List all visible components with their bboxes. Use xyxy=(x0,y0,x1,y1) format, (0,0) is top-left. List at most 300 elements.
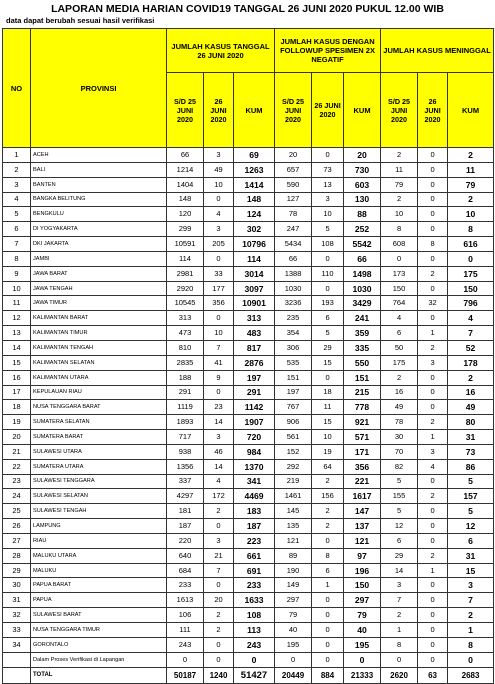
total-negatif-sd25: 20449 xyxy=(275,667,312,683)
provinsi-cell: SUMATERA BARAT xyxy=(31,430,167,445)
meninggal-kum-cell: 2 xyxy=(448,608,494,623)
negatif-26-cell: 0 xyxy=(312,593,344,608)
provinsi-cell: KALIMANTAN BARAT xyxy=(31,311,167,326)
meninggal-kum-cell: 7 xyxy=(448,326,494,341)
negatif-sd25-cell: 135 xyxy=(275,519,312,534)
kasus-sd25-cell: 1356 xyxy=(167,459,204,474)
meninggal-kum-cell: 8 xyxy=(448,637,494,652)
negatif-sd25-cell: 145 xyxy=(275,504,312,519)
negatif-26-cell: 64 xyxy=(312,459,344,474)
total-kasus-sd25: 50187 xyxy=(167,667,204,683)
kasus-kum-cell: 313 xyxy=(234,311,275,326)
kasus-26-cell: 14 xyxy=(204,459,234,474)
meninggal-kum-cell: 616 xyxy=(448,237,494,252)
kasus-26-cell: 205 xyxy=(204,237,234,252)
table-row xyxy=(3,637,494,652)
negatif-26-cell: 0 xyxy=(312,533,344,548)
header-meninggal-sd25: S/D 25 JUNI 2020 xyxy=(381,73,418,148)
kasus-sd25-cell: 473 xyxy=(167,326,204,341)
negatif-kum-cell: 356 xyxy=(344,459,381,474)
negatif-26-cell: 2 xyxy=(312,474,344,489)
negatif-sd25-cell: 767 xyxy=(275,400,312,415)
no-cell: 2 xyxy=(3,162,31,177)
negatif-26-cell: 110 xyxy=(312,266,344,281)
header-no: NO xyxy=(3,29,31,148)
table-header xyxy=(3,29,494,148)
table-row xyxy=(3,326,494,341)
no-cell: 25 xyxy=(3,504,31,519)
table-row xyxy=(3,548,494,563)
table-row xyxy=(3,192,494,207)
meninggal-sd25-cell: 764 xyxy=(381,296,418,311)
meninggal-26-cell: 0 xyxy=(418,400,448,415)
kasus-26-cell: 0 xyxy=(204,578,234,593)
table-row xyxy=(3,162,494,177)
table-row xyxy=(3,281,494,296)
negatif-26-cell: 15 xyxy=(312,415,344,430)
negatif-kum-cell: 150 xyxy=(344,578,381,593)
no-cell: 9 xyxy=(3,266,31,281)
meninggal-sd25-cell: 0 xyxy=(381,251,418,266)
kasus-kum-cell: 341 xyxy=(234,474,275,489)
kasus-kum-cell: 113 xyxy=(234,623,275,638)
meninggal-kum-cell: 0 xyxy=(448,652,494,667)
table-row xyxy=(3,385,494,400)
kasus-26-cell: 9 xyxy=(204,370,234,385)
negatif-26-cell: 1 xyxy=(312,578,344,593)
table-row xyxy=(3,207,494,222)
table-row xyxy=(3,504,494,519)
kasus-26-cell: 2 xyxy=(204,623,234,638)
meninggal-26-cell: 2 xyxy=(418,266,448,281)
kasus-26-cell: 23 xyxy=(204,400,234,415)
meninggal-26-cell: 8 xyxy=(418,237,448,252)
table-row xyxy=(3,266,494,281)
meninggal-26-cell: 0 xyxy=(418,593,448,608)
meninggal-kum-cell: 2 xyxy=(448,148,494,163)
meninggal-26-cell: 0 xyxy=(418,608,448,623)
meninggal-26-cell: 0 xyxy=(418,222,448,237)
kasus-26-cell: 7 xyxy=(204,340,234,355)
negatif-kum-cell: 297 xyxy=(344,593,381,608)
kasus-kum-cell: 3014 xyxy=(234,266,275,281)
negatif-26-cell: 0 xyxy=(312,148,344,163)
kasus-26-cell: 3 xyxy=(204,148,234,163)
negatif-26-cell: 0 xyxy=(312,623,344,638)
table-row xyxy=(3,177,494,192)
table-row xyxy=(3,355,494,370)
kasus-kum-cell: 114 xyxy=(234,251,275,266)
meninggal-kum-cell: 175 xyxy=(448,266,494,281)
kasus-kum-cell: 291 xyxy=(234,385,275,400)
table-row xyxy=(3,444,494,459)
provinsi-cell: RIAU xyxy=(31,533,167,548)
negatif-kum-cell: 88 xyxy=(344,207,381,222)
total-meninggal-26: 63 xyxy=(418,667,448,683)
kasus-sd25-cell: 1119 xyxy=(167,400,204,415)
meninggal-26-cell: 0 xyxy=(418,637,448,652)
kasus-kum-cell: 10901 xyxy=(234,296,275,311)
no-cell: 22 xyxy=(3,459,31,474)
report-subtitle: data dapat berubah sesuai hasil verifikasi xyxy=(6,16,155,25)
meninggal-kum-cell: 73 xyxy=(448,444,494,459)
table-row xyxy=(3,459,494,474)
kasus-sd25-cell: 233 xyxy=(167,578,204,593)
no-cell: 30 xyxy=(3,578,31,593)
kasus-sd25-cell: 313 xyxy=(167,311,204,326)
table-row xyxy=(3,489,494,504)
kasus-sd25-cell: 148 xyxy=(167,192,204,207)
kasus-kum-cell: 1907 xyxy=(234,415,275,430)
negatif-sd25-cell: 247 xyxy=(275,222,312,237)
no-cell: 31 xyxy=(3,593,31,608)
meninggal-sd25-cell: 7 xyxy=(381,593,418,608)
meninggal-sd25-cell: 2 xyxy=(381,192,418,207)
provinsi-cell: PAPUA BARAT xyxy=(31,578,167,593)
negatif-kum-cell: 97 xyxy=(344,548,381,563)
negatif-sd25-cell: 1030 xyxy=(275,281,312,296)
negatif-26-cell: 15 xyxy=(312,355,344,370)
meninggal-kum-cell: 1 xyxy=(448,623,494,638)
negatif-sd25-cell: 66 xyxy=(275,251,312,266)
provinsi-cell: JAWA TIMUR xyxy=(31,296,167,311)
kasus-sd25-cell: 0 xyxy=(167,652,204,667)
meninggal-26-cell: 2 xyxy=(418,415,448,430)
meninggal-sd25-cell: 14 xyxy=(381,563,418,578)
meninggal-sd25-cell: 79 xyxy=(381,177,418,192)
header-kasus-kum: KUM xyxy=(234,73,275,148)
total-kasus-kum: 51427 xyxy=(234,667,275,683)
kasus-kum-cell: 3097 xyxy=(234,281,275,296)
total-no-cell xyxy=(3,667,31,683)
kasus-sd25-cell: 220 xyxy=(167,533,204,548)
kasus-kum-cell: 233 xyxy=(234,578,275,593)
kasus-sd25-cell: 1404 xyxy=(167,177,204,192)
table-row xyxy=(3,311,494,326)
meninggal-26-cell: 0 xyxy=(418,385,448,400)
kasus-kum-cell: 183 xyxy=(234,504,275,519)
no-cell: 32 xyxy=(3,608,31,623)
negatif-26-cell: 108 xyxy=(312,237,344,252)
kasus-kum-cell: 69 xyxy=(234,148,275,163)
table-row xyxy=(3,563,494,578)
meninggal-kum-cell: 3 xyxy=(448,578,494,593)
negatif-26-cell: 0 xyxy=(312,637,344,652)
negatif-26-cell: 193 xyxy=(312,296,344,311)
kasus-sd25-cell: 299 xyxy=(167,222,204,237)
kasus-kum-cell: 0 xyxy=(234,652,275,667)
header-kasus-26: 26 JUNI 2020 xyxy=(204,73,234,148)
meninggal-26-cell: 3 xyxy=(418,355,448,370)
table-row xyxy=(3,652,494,667)
kasus-kum-cell: 1263 xyxy=(234,162,275,177)
negatif-kum-cell: 40 xyxy=(344,623,381,638)
negatif-26-cell: 19 xyxy=(312,444,344,459)
total-meninggal-kum: 2683 xyxy=(448,667,494,683)
kasus-kum-cell: 197 xyxy=(234,370,275,385)
meninggal-26-cell: 0 xyxy=(418,623,448,638)
meninggal-sd25-cell: 30 xyxy=(381,430,418,445)
kasus-26-cell: 46 xyxy=(204,444,234,459)
no-cell: 16 xyxy=(3,370,31,385)
meninggal-kum-cell: 31 xyxy=(448,430,494,445)
no-cell: 12 xyxy=(3,311,31,326)
kasus-sd25-cell: 187 xyxy=(167,519,204,534)
kasus-kum-cell: 148 xyxy=(234,192,275,207)
meninggal-kum-cell: 11 xyxy=(448,162,494,177)
total-negatif-26: 884 xyxy=(312,667,344,683)
kasus-sd25-cell: 717 xyxy=(167,430,204,445)
negatif-sd25-cell: 1461 xyxy=(275,489,312,504)
negatif-26-cell: 2 xyxy=(312,519,344,534)
meninggal-sd25-cell: 4 xyxy=(381,311,418,326)
no-cell: 27 xyxy=(3,533,31,548)
kasus-26-cell: 0 xyxy=(204,519,234,534)
kasus-sd25-cell: 291 xyxy=(167,385,204,400)
meninggal-kum-cell: 5 xyxy=(448,504,494,519)
table-row xyxy=(3,400,494,415)
kasus-sd25-cell: 66 xyxy=(167,148,204,163)
table-row xyxy=(3,296,494,311)
table-row xyxy=(3,623,494,638)
kasus-26-cell: 4 xyxy=(204,474,234,489)
kasus-26-cell: 177 xyxy=(204,281,234,296)
negatif-kum-cell: 66 xyxy=(344,251,381,266)
kasus-sd25-cell: 243 xyxy=(167,637,204,652)
negatif-kum-cell: 195 xyxy=(344,637,381,652)
negatif-kum-cell: 3429 xyxy=(344,296,381,311)
table-body xyxy=(3,148,494,668)
negatif-sd25-cell: 20 xyxy=(275,148,312,163)
meninggal-sd25-cell: 82 xyxy=(381,459,418,474)
provinsi-cell: DKI JAKARTA xyxy=(31,237,167,252)
meninggal-sd25-cell: 10 xyxy=(381,207,418,222)
meninggal-sd25-cell: 1 xyxy=(381,623,418,638)
meninggal-kum-cell: 10 xyxy=(448,207,494,222)
header-negatif-kum: KUM xyxy=(344,73,381,148)
provinsi-cell: NUSA TENGGARA TIMUR xyxy=(31,623,167,638)
header-meninggal-kum: KUM xyxy=(448,73,494,148)
negatif-sd25-cell: 535 xyxy=(275,355,312,370)
meninggal-26-cell: 0 xyxy=(418,370,448,385)
meninggal-kum-cell: 6 xyxy=(448,533,494,548)
kasus-kum-cell: 691 xyxy=(234,563,275,578)
table-row xyxy=(3,237,494,252)
no-cell: 4 xyxy=(3,192,31,207)
no-cell: 18 xyxy=(3,400,31,415)
provinsi-cell: MALUKU xyxy=(31,563,167,578)
meninggal-26-cell: 0 xyxy=(418,177,448,192)
kasus-kum-cell: 1142 xyxy=(234,400,275,415)
negatif-kum-cell: 603 xyxy=(344,177,381,192)
negatif-kum-cell: 147 xyxy=(344,504,381,519)
report-title: LAPORAN MEDIA HARIAN COVID19 TANGGAL 26 JUNI 2020 PUKUL 12.00 WIB xyxy=(51,3,444,15)
table-row xyxy=(3,519,494,534)
no-cell: 20 xyxy=(3,430,31,445)
negatif-kum-cell: 730 xyxy=(344,162,381,177)
no-cell: 1 xyxy=(3,148,31,163)
meninggal-sd25-cell: 2 xyxy=(381,370,418,385)
negatif-kum-cell: 5542 xyxy=(344,237,381,252)
total-meninggal-sd25: 2620 xyxy=(381,667,418,683)
table-row xyxy=(3,251,494,266)
meninggal-kum-cell: 178 xyxy=(448,355,494,370)
negatif-sd25-cell: 152 xyxy=(275,444,312,459)
kasus-26-cell: 3 xyxy=(204,222,234,237)
kasus-26-cell: 41 xyxy=(204,355,234,370)
no-cell: 34 xyxy=(3,637,31,652)
negatif-sd25-cell: 195 xyxy=(275,637,312,652)
kasus-26-cell: 2 xyxy=(204,608,234,623)
provinsi-cell: SUMATERA SELATAN xyxy=(31,415,167,430)
kasus-sd25-cell: 1613 xyxy=(167,593,204,608)
negatif-sd25-cell: 657 xyxy=(275,162,312,177)
provinsi-cell: GORONTALO xyxy=(31,637,167,652)
provinsi-cell: SULAWESI TENGGARA xyxy=(31,474,167,489)
negatif-kum-cell: 79 xyxy=(344,608,381,623)
meninggal-kum-cell: 796 xyxy=(448,296,494,311)
negatif-kum-cell: 335 xyxy=(344,340,381,355)
meninggal-26-cell: 0 xyxy=(418,311,448,326)
negatif-26-cell: 0 xyxy=(312,652,344,667)
kasus-26-cell: 0 xyxy=(204,637,234,652)
header-group-meninggal: JUMLAH KASUS MENINGGAL xyxy=(381,29,494,73)
meninggal-26-cell: 0 xyxy=(418,192,448,207)
provinsi-cell: ACEH xyxy=(31,148,167,163)
meninggal-kum-cell: 31 xyxy=(448,548,494,563)
negatif-26-cell: 156 xyxy=(312,489,344,504)
meninggal-kum-cell: 79 xyxy=(448,177,494,192)
negatif-kum-cell: 778 xyxy=(344,400,381,415)
negatif-kum-cell: 171 xyxy=(344,444,381,459)
meninggal-kum-cell: 2 xyxy=(448,192,494,207)
header-kasus-sd25: S/D 25 JUNI 2020 xyxy=(167,73,204,148)
provinsi-cell: BENGKULU xyxy=(31,207,167,222)
header-negatif-sd25: S/D 25 JUNI 2020 xyxy=(275,73,312,148)
table-row xyxy=(3,533,494,548)
no-cell: 10 xyxy=(3,281,31,296)
meninggal-kum-cell: 86 xyxy=(448,459,494,474)
provinsi-cell: KEPULAUAN RIAU xyxy=(31,385,167,400)
negatif-sd25-cell: 89 xyxy=(275,548,312,563)
kasus-26-cell: 0 xyxy=(204,652,234,667)
negatif-sd25-cell: 906 xyxy=(275,415,312,430)
table-row xyxy=(3,415,494,430)
meninggal-kum-cell: 16 xyxy=(448,385,494,400)
kasus-kum-cell: 817 xyxy=(234,340,275,355)
kasus-26-cell: 172 xyxy=(204,489,234,504)
provinsi-cell: DI YOGYAKARTA xyxy=(31,222,167,237)
meninggal-kum-cell: 157 xyxy=(448,489,494,504)
negatif-sd25-cell: 297 xyxy=(275,593,312,608)
negatif-kum-cell: 196 xyxy=(344,563,381,578)
negatif-kum-cell: 151 xyxy=(344,370,381,385)
meninggal-26-cell: 0 xyxy=(418,474,448,489)
meninggal-sd25-cell: 6 xyxy=(381,326,418,341)
negatif-sd25-cell: 197 xyxy=(275,385,312,400)
negatif-sd25-cell: 306 xyxy=(275,340,312,355)
no-cell: 17 xyxy=(3,385,31,400)
kasus-26-cell: 0 xyxy=(204,385,234,400)
provinsi-cell: SULAWESI SELATAN xyxy=(31,489,167,504)
kasus-kum-cell: 483 xyxy=(234,326,275,341)
meninggal-kum-cell: 8 xyxy=(448,222,494,237)
kasus-26-cell: 0 xyxy=(204,311,234,326)
kasus-26-cell: 20 xyxy=(204,593,234,608)
kasus-sd25-cell: 10591 xyxy=(167,237,204,252)
kasus-sd25-cell: 337 xyxy=(167,474,204,489)
meninggal-sd25-cell: 8 xyxy=(381,637,418,652)
meninggal-26-cell: 0 xyxy=(418,281,448,296)
negatif-kum-cell: 359 xyxy=(344,326,381,341)
provinsi-cell: KALIMANTAN UTARA xyxy=(31,370,167,385)
provinsi-cell: SULAWESI UTARA xyxy=(31,444,167,459)
kasus-sd25-cell: 114 xyxy=(167,251,204,266)
table-row xyxy=(3,340,494,355)
negatif-26-cell: 18 xyxy=(312,385,344,400)
kasus-kum-cell: 1414 xyxy=(234,177,275,192)
negatif-26-cell: 0 xyxy=(312,370,344,385)
negatif-26-cell: 0 xyxy=(312,251,344,266)
header-meninggal-26: 26 JUNI 2020 xyxy=(418,73,448,148)
negatif-sd25-cell: 235 xyxy=(275,311,312,326)
meninggal-sd25-cell: 2 xyxy=(381,608,418,623)
meninggal-26-cell: 3 xyxy=(418,444,448,459)
meninggal-sd25-cell: 8 xyxy=(381,222,418,237)
kasus-26-cell: 0 xyxy=(204,251,234,266)
negatif-sd25-cell: 127 xyxy=(275,192,312,207)
meninggal-sd25-cell: 155 xyxy=(381,489,418,504)
meninggal-kum-cell: 52 xyxy=(448,340,494,355)
negatif-kum-cell: 550 xyxy=(344,355,381,370)
provinsi-cell: JAWA TENGAH xyxy=(31,281,167,296)
no-cell: 28 xyxy=(3,548,31,563)
no-cell: 6 xyxy=(3,222,31,237)
no-cell: 13 xyxy=(3,326,31,341)
kasus-26-cell: 0 xyxy=(204,192,234,207)
negatif-kum-cell: 252 xyxy=(344,222,381,237)
kasus-kum-cell: 10796 xyxy=(234,237,275,252)
kasus-sd25-cell: 810 xyxy=(167,340,204,355)
kasus-26-cell: 4 xyxy=(204,207,234,222)
meninggal-26-cell: 32 xyxy=(418,296,448,311)
negatif-26-cell: 6 xyxy=(312,311,344,326)
negatif-kum-cell: 1498 xyxy=(344,266,381,281)
negatif-26-cell: 3 xyxy=(312,192,344,207)
kasus-26-cell: 10 xyxy=(204,177,234,192)
kasus-sd25-cell: 1214 xyxy=(167,162,204,177)
meninggal-sd25-cell: 70 xyxy=(381,444,418,459)
negatif-26-cell: 2 xyxy=(312,504,344,519)
kasus-26-cell: 10 xyxy=(204,326,234,341)
kasus-sd25-cell: 4297 xyxy=(167,489,204,504)
negatif-kum-cell: 20 xyxy=(344,148,381,163)
meninggal-kum-cell: 7 xyxy=(448,593,494,608)
negatif-sd25-cell: 219 xyxy=(275,474,312,489)
meninggal-sd25-cell: 3 xyxy=(381,578,418,593)
table-row xyxy=(3,370,494,385)
negatif-kum-cell: 241 xyxy=(344,311,381,326)
table-row xyxy=(3,474,494,489)
meninggal-26-cell: 0 xyxy=(418,207,448,222)
negatif-kum-cell: 1030 xyxy=(344,281,381,296)
header-group-negatif: JUMLAH KASUS DENGAN FOLLOWUP SPESIMEN 2X NEGATIF xyxy=(275,29,381,73)
negatif-kum-cell: 130 xyxy=(344,192,381,207)
provinsi-cell: KALIMANTAN TIMUR xyxy=(31,326,167,341)
meninggal-sd25-cell: 2 xyxy=(381,148,418,163)
total-kasus-26: 1240 xyxy=(204,667,234,683)
negatif-26-cell: 10 xyxy=(312,430,344,445)
